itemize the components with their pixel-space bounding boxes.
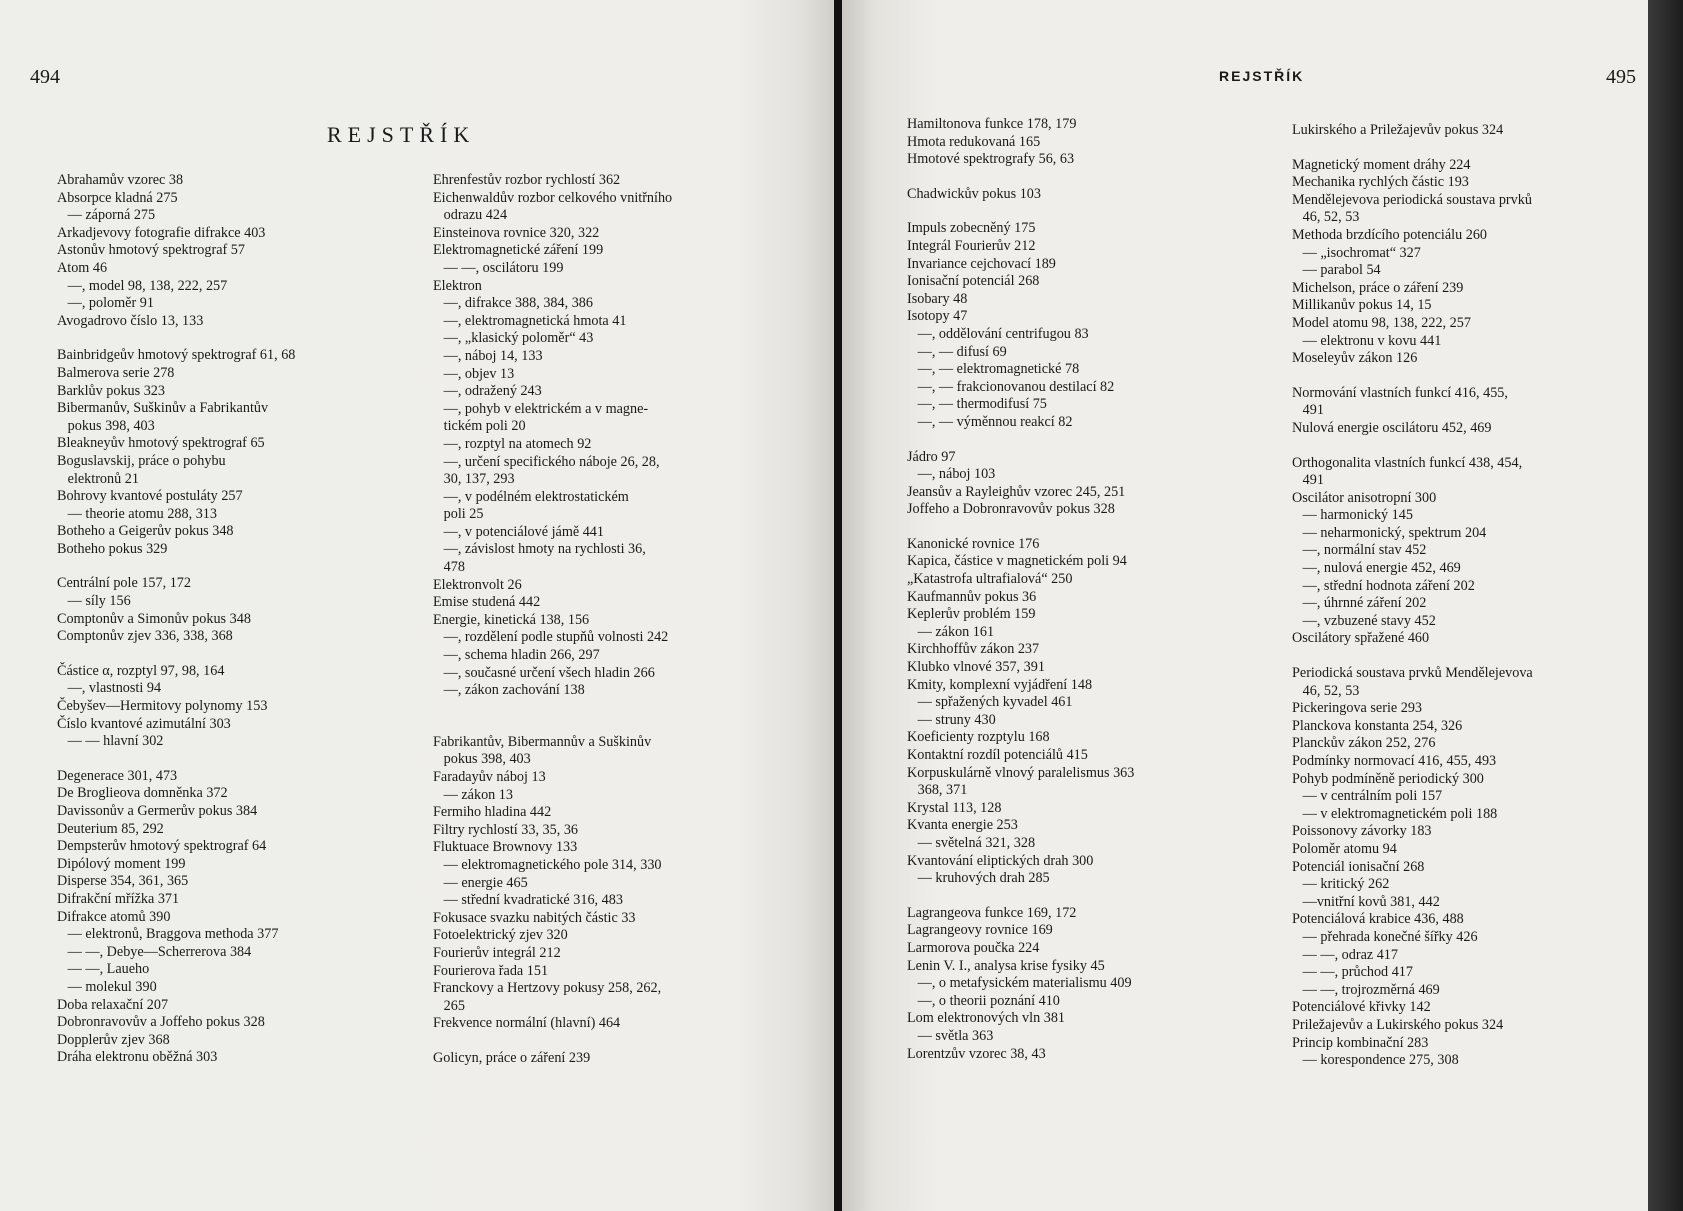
index-entry: Franckovy a Hertzovy pokusy 258, 262, <box>433 980 662 997</box>
index-entry: Atom 46 <box>57 259 108 276</box>
index-entry: Lorentzův vzorec 38, 43 <box>907 1045 1046 1062</box>
entry-gap <box>57 646 397 663</box>
index-entry: — energie 465 <box>433 874 528 891</box>
index-entry: Kontaktní rozdíl potenciálů 415 <box>907 747 1088 763</box>
index-entry: — záporná 275 <box>57 207 156 224</box>
index-entry: Lukirského a Priležajevův pokus 324 <box>1292 122 1504 138</box>
index-entry: — světla 363 <box>907 1027 994 1044</box>
index-entry: —, vlastnosti 94 <box>57 680 162 697</box>
index-entry: Joffeho a Dobronravovův pokus 328 <box>907 501 1115 518</box>
index-entry: 368, 371 <box>907 782 968 799</box>
index-entry: —, oddělování centrifugou 83 <box>907 325 1089 342</box>
index-entry: Faradayův náboj 13 <box>433 769 546 785</box>
index-entry: Eichenwaldův rozbor celkového vnitřního <box>433 189 673 206</box>
index-entry: Lom elektronových vln 381 <box>907 1010 1066 1027</box>
index-entry: Emise studená 442 <box>433 594 541 611</box>
index-entry: Mendělejevova periodická soustava prvků <box>1292 191 1532 208</box>
index-entry: — —, průchod 417 <box>1292 964 1413 981</box>
index-entry: —, model 98, 138, 222, 257 <box>57 277 228 294</box>
index-entry: —, — difusí 69 <box>907 343 1007 360</box>
index-entry: Oscilátory spřažené 460 <box>1292 630 1430 647</box>
index-entry: Krystal 113, 128 <box>907 799 1002 816</box>
index-entry: Moseleyův zákon 126 <box>1292 350 1418 367</box>
index-entry: Millikanův pokus 14, 15 <box>1292 297 1432 314</box>
index-entry: Kvanta energie 253 <box>907 817 1018 834</box>
index-entry: — světelná 321, 328 <box>907 834 1036 851</box>
index-entry: Fabrikantův, Bibermannův a Suškinův <box>433 733 652 750</box>
index-entry: Kirchhoffův zákon 237 <box>907 641 1040 658</box>
index-entry: —, — frakcionovanou destilací 82 <box>907 378 1115 395</box>
index-entry: Michelson, práce o záření 239 <box>1292 279 1464 296</box>
index-column-left-1 <box>57 172 397 1067</box>
running-head: REJSTŘÍK <box>1219 68 1305 84</box>
entry-gap <box>1292 648 1642 665</box>
index-entry: Golicyn, práce o záření 239 <box>433 1049 591 1066</box>
index-entry: Astonův hmotový spektrograf 57 <box>57 242 245 259</box>
index-entry: Fluktuace Brownovy 133 <box>433 839 578 856</box>
index-entry: Deuterium 85, 292 <box>57 820 164 837</box>
index-entry: —, zákon zachování 138 <box>433 682 585 699</box>
index-entry: —, nulová energie 452, 469 <box>1292 560 1461 577</box>
index-entry: — —, odraz 417 <box>1292 946 1398 963</box>
index-entry: Čebyšev—Hermitovy polynomy 153 <box>57 698 268 715</box>
index-entry: Arkadjevovy fotografie difrakce 403 <box>57 224 266 241</box>
index-entry: Model atomu 98, 138, 222, 257 <box>1292 314 1471 331</box>
index-entry: — molekul 390 <box>57 978 157 995</box>
index-entry: Kvantování eliptických drah 300 <box>907 852 1094 869</box>
index-entry: Botheho pokus 329 <box>57 540 168 557</box>
index-entry: — spřažených kyvadel 461 <box>907 694 1073 711</box>
index-entry: — v elektromagnetickém poli 188 <box>1292 805 1498 822</box>
index-entry: Dempsterův hmotový spektrograf 64 <box>57 838 267 855</box>
index-entry: De Broglieova domněnka 372 <box>57 785 228 802</box>
index-entry: Degenerace 301, 473 <box>57 767 178 784</box>
entry-gap <box>907 169 1257 186</box>
index-entry: —, difrakce 388, 384, 386 <box>433 295 593 312</box>
index-entry: elektronů 21 <box>57 470 139 487</box>
index-entry: Hamiltonova funkce 178, 179 <box>907 116 1077 132</box>
index-entry: Filtry rychlostí 33, 35, 36 <box>433 821 579 838</box>
index-entry: 491 <box>1292 472 1324 489</box>
index-column-left-2 <box>433 172 773 1068</box>
index-entry: —, o metafysickém materialismu 409 <box>907 975 1132 992</box>
index-entry: Poissonovy závorky 183 <box>1292 823 1432 840</box>
entry-gap <box>907 203 1257 220</box>
entry-gap <box>1292 438 1642 455</box>
entry-gap <box>433 1033 773 1050</box>
index-entry: Invariance cejchovací 189 <box>907 255 1056 272</box>
index-entry: —, náboj 14, 133 <box>433 347 543 364</box>
book-cover-edge <box>1648 0 1683 1211</box>
index-entry: Avogadrovo číslo 13, 133 <box>57 312 204 329</box>
index-entry: Lagrangeovy rovnice 169 <box>907 922 1053 939</box>
index-entry: Isotopy 47 <box>907 308 968 325</box>
index-entry: Mechanika rychlých částic 193 <box>1292 174 1469 191</box>
index-entry: Potenciálové křivky 142 <box>1292 999 1431 1016</box>
index-entry: Bohrovy kvantové postuláty 257 <box>57 488 243 505</box>
index-entry: 491 <box>1292 402 1324 419</box>
index-entry: Isobary 48 <box>907 290 968 307</box>
index-entry: —, rozptyl na atomech 92 <box>433 435 592 452</box>
index-entry: Normování vlastních funkcí 416, 455, <box>1292 384 1508 401</box>
index-entry: — zákon 13 <box>433 786 513 803</box>
index-entry: Potenciálová krabice 436, 488 <box>1292 911 1464 928</box>
index-entry: Dipólový moment 199 <box>57 855 186 872</box>
index-entry: Priležajevův a Lukirského pokus 324 <box>1292 1016 1504 1033</box>
index-entry: pokus 398, 403 <box>433 751 531 768</box>
index-entry: 46, 52, 53 <box>1292 682 1360 699</box>
index-entry: Frekvence normální (hlavní) 464 <box>433 1015 621 1032</box>
index-entry: Ehrenfestův rozbor rychlostí 362 <box>433 172 621 188</box>
entry-gap <box>907 888 1257 905</box>
entry-gap <box>433 700 773 717</box>
index-entry: Davissonův a Germerův pokus 384 <box>57 803 258 819</box>
index-entry: Poloměr atomu 94 <box>1292 840 1397 857</box>
entry-gap <box>57 558 397 575</box>
index-entry: Einsteinova rovnice 320, 322 <box>433 224 600 241</box>
entry-gap <box>907 519 1257 536</box>
index-entry: —, střední hodnota záření 202 <box>1292 577 1475 594</box>
index-entry: 30, 137, 293 <box>433 471 515 488</box>
index-entry: Balmerova serie 278 <box>57 364 175 381</box>
index-entry: Ionisační potenciál 268 <box>907 273 1040 290</box>
right-page <box>842 0 1648 1211</box>
index-entry: Číslo kvantové azimutální 303 <box>57 715 231 732</box>
index-entry: Impuls zobecněný 175 <box>907 220 1036 237</box>
index-entry: poli 25 <box>433 506 484 523</box>
index-entry: — harmonický 145 <box>1292 507 1413 524</box>
entry-gap <box>907 432 1257 449</box>
index-entry: Korpuskulárně vlnový paralelismus 363 <box>907 764 1135 781</box>
index-entry: Koeficienty rozptylu 168 <box>907 729 1050 746</box>
index-entry: — kritický 262 <box>1292 876 1390 893</box>
index-entry: Planckův zákon 252, 276 <box>1292 735 1436 752</box>
index-entry: Fotoelektrický zjev 320 <box>433 927 568 944</box>
index-entry: — —, Debye—Scherrerova 384 <box>57 943 252 960</box>
index-entry: Orthogonalita vlastních funkcí 438, 454, <box>1292 454 1523 471</box>
page-number-left: 494 <box>30 66 60 88</box>
index-entry: —, normální stav 452 <box>1292 542 1427 559</box>
index-entry: — střední kvadratické 316, 483 <box>433 892 623 909</box>
index-column-right-2 <box>1292 122 1642 1070</box>
index-entry: odrazu 424 <box>433 207 508 224</box>
index-entry: — síly 156 <box>57 593 131 610</box>
index-entry: — parabol 54 <box>1292 262 1381 279</box>
index-entry: Dopplerův zjev 368 <box>57 1031 170 1048</box>
index-entry: —, — elektromagnetické 78 <box>907 361 1080 378</box>
index-entry: — — hlavní 302 <box>57 733 164 750</box>
index-entry: Elektron <box>433 277 482 294</box>
index-entry: —, objev 13 <box>433 365 515 382</box>
index-entry: —, poloměr 91 <box>57 295 154 312</box>
index-entry: —, — výměnnou reakcí 82 <box>907 413 1073 430</box>
entry-gap <box>57 330 397 347</box>
index-entry: — elektromagnetického pole 314, 330 <box>433 856 662 873</box>
index-entry: Kapica, částice v magnetickém poli 94 <box>907 553 1127 570</box>
index-entry: Jádro 97 <box>907 448 956 465</box>
index-entry: —, v podélném elektrostatickém <box>433 488 629 505</box>
index-entry: — neharmonický, spektrum 204 <box>1292 524 1487 541</box>
index-entry: Difrakce atomů 390 <box>57 908 171 925</box>
index-entry: —, — thermodifusí 75 <box>907 396 1047 413</box>
index-entry: Bainbridgeův hmotový spektrograf 61, 68 <box>57 347 296 364</box>
entry-gap <box>433 717 773 734</box>
index-entry: Kaufmannův pokus 36 <box>907 588 1037 605</box>
index-entry: — —, oscilátoru 199 <box>433 259 564 276</box>
index-entry: Keplerův problém 159 <box>907 606 1036 623</box>
index-entry: Princip kombinační 283 <box>1292 1034 1429 1051</box>
index-entry: Barklův pokus 323 <box>57 382 165 399</box>
index-entry: — elektronů, Braggova methoda 377 <box>57 926 279 943</box>
index-entry: — theorie atomu 288, 313 <box>57 505 217 522</box>
index-entry: Hmotové spektrografy 56, 63 <box>907 151 1075 168</box>
index-entry: Periodická soustava prvků Mendělejevova <box>1292 665 1533 682</box>
index-entry: Difrakční mřížka 371 <box>57 890 180 907</box>
index-entry: Energie, kinetická 138, 156 <box>433 611 590 628</box>
index-entry: tickém poli 20 <box>433 418 526 435</box>
index-entry: —, současné určení všech hladin 266 <box>433 664 655 681</box>
index-entry: Fourierův integrál 212 <box>433 944 561 961</box>
index-entry: — kruhových drah 285 <box>907 870 1050 887</box>
index-entry: Jeansův a Rayleighův vzorec 245, 251 <box>907 483 1126 500</box>
index-entry: Elektromagnetické záření 199 <box>433 242 604 259</box>
index-entry: Methoda brzdícího potenciálu 260 <box>1292 226 1488 243</box>
index-entry: — zákon 161 <box>907 623 995 640</box>
index-entry: Comptonův a Simonův pokus 348 <box>57 610 251 627</box>
index-entry: Planckova konstanta 254, 326 <box>1292 717 1463 734</box>
index-entry: Fermiho hladina 442 <box>433 804 552 821</box>
index-entry: —, úhrnné záření 202 <box>1292 595 1427 612</box>
index-entry: 265 <box>433 997 465 1014</box>
index-entry: Nulová energie oscilátoru 452, 469 <box>1292 419 1492 436</box>
index-entry: Comptonův zjev 336, 338, 368 <box>57 628 233 645</box>
index-entry: —, závislost hmoty na rychlosti 36, <box>433 541 646 558</box>
index-entry: Elektronvolt 26 <box>433 576 522 593</box>
index-entry: Bleakneyův hmotový spektrograf 65 <box>57 435 265 452</box>
index-entry: —, o theorii poznání 410 <box>907 992 1060 1009</box>
index-entry: 478 <box>433 559 465 576</box>
index-entry: — struny 430 <box>907 711 996 728</box>
index-entry: Hmota redukovaná 165 <box>907 133 1041 150</box>
index-entry: Absorpce kladná 275 <box>57 189 178 206</box>
index-entry: —vnitřní kovů 381, 442 <box>1292 893 1440 910</box>
index-entry: Klubko vlnové 357, 391 <box>907 659 1045 676</box>
entry-gap <box>57 751 397 768</box>
index-entry: Boguslavskij, práce o pohybu <box>57 452 226 469</box>
index-entry: Doba relaxační 207 <box>57 996 169 1013</box>
left-page <box>0 0 836 1211</box>
index-entry: Magnetický moment dráhy 224 <box>1292 156 1471 173</box>
index-entry: Disperse 354, 361, 365 <box>57 873 189 890</box>
index-entry: Chadwickův pokus 103 <box>907 185 1041 202</box>
index-entry: —, elektromagnetická hmota 41 <box>433 312 627 329</box>
entry-gap <box>1292 140 1642 157</box>
index-entry: Kanonické rovnice 176 <box>907 535 1040 552</box>
index-entry: — —, trojrozměrná 469 <box>1292 981 1440 998</box>
entry-gap <box>1292 368 1642 385</box>
index-entry: Částice α, rozptyl 97, 98, 164 <box>57 662 225 679</box>
index-entry: „Katastrofa ultrafialová“ 250 <box>907 571 1073 588</box>
index-entry: —, určení specifického náboje 26, 28, <box>433 453 660 470</box>
index-entry: pokus 398, 403 <box>57 417 155 434</box>
index-entry: —, odražený 243 <box>433 383 542 400</box>
index-entry: Dobronravovův a Joffeho pokus 328 <box>57 1014 265 1031</box>
index-entry: Bibermanův, Suškinův a Fabrikantův <box>57 400 269 417</box>
index-entry: —, pohyb v elektrickém a v magne- <box>433 400 649 417</box>
index-title: REJSTŘÍK <box>327 122 476 147</box>
index-entry: — korespondence 275, 308 <box>1292 1052 1459 1069</box>
index-entry: Oscilátor anisotropní 300 <box>1292 489 1437 506</box>
index-entry: Pickeringova serie 293 <box>1292 700 1423 717</box>
index-entry: — —, Laueho <box>57 961 150 978</box>
index-entry: Lagrangeova funkce 169, 172 <box>907 904 1077 921</box>
index-entry: Abrahamův vzorec 38 <box>57 172 184 188</box>
page-number-right: 495 <box>1606 66 1636 88</box>
index-entry: Potenciál ionisační 268 <box>1292 858 1425 875</box>
index-entry: Pohyb podmíněně periodický 300 <box>1292 770 1484 787</box>
index-entry: Kmity, komplexní vyjádření 148 <box>907 676 1093 693</box>
index-entry: Integrál Fourierův 212 <box>907 237 1036 254</box>
index-entry: Lenin V. I., analysa krise fysiky 45 <box>907 957 1105 974</box>
index-entry: —, schema hladin 266, 297 <box>433 647 600 664</box>
index-entry: Fourierova řada 151 <box>433 962 549 979</box>
index-entry: —, rozdělení podle stupňů volnosti 242 <box>433 629 669 646</box>
index-entry: Larmorova poučka 224 <box>907 939 1040 956</box>
index-entry: — elektronu v kovu 441 <box>1292 332 1442 349</box>
index-entry: Podmínky normovací 416, 455, 493 <box>1292 753 1497 769</box>
index-entry: —, „klasický poloměr“ 43 <box>433 330 594 347</box>
index-entry: Botheho a Geigerův pokus 348 <box>57 523 234 540</box>
index-entry: — v centrálním poli 157 <box>1292 788 1443 805</box>
index-entry: —, náboj 103 <box>907 466 996 483</box>
index-entry: — „isochromat“ 327 <box>1292 244 1421 261</box>
index-entry: —, vzbuzené stavy 452 <box>1292 612 1436 629</box>
index-entry: Dráha elektronu oběžná 303 <box>57 1049 218 1066</box>
index-entry: —, v potenciálové jámě 441 <box>433 523 604 540</box>
index-column-right-1 <box>907 116 1257 1063</box>
index-entry: — přehrada konečné šířky 426 <box>1292 928 1478 945</box>
index-entry: Centrální pole 157, 172 <box>57 575 191 592</box>
index-entry: Fokusace svazku nabitých částic 33 <box>433 909 636 926</box>
index-entry: 46, 52, 53 <box>1292 209 1360 226</box>
